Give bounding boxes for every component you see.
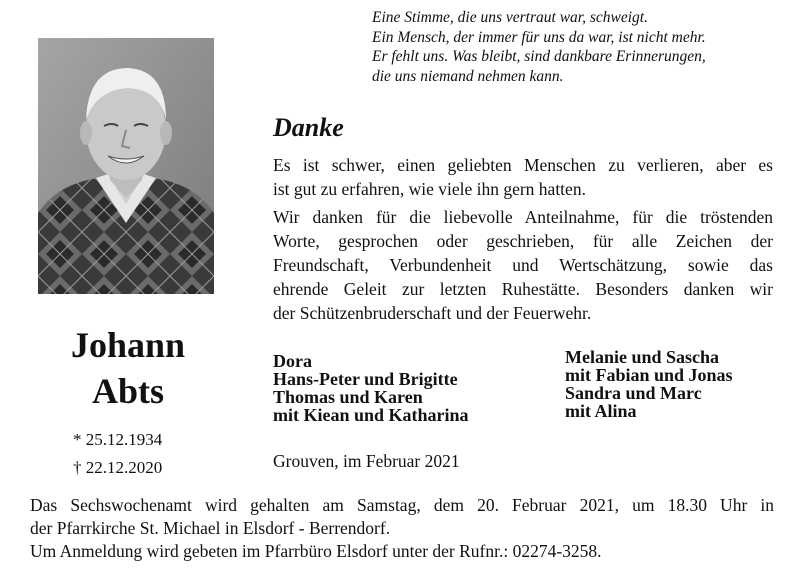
portrait-image: [38, 38, 214, 294]
deceased-last-name: Abts: [91, 371, 165, 411]
poem-line: Ein Mensch, der immer für uns da war, ist nicht mehr.: [372, 28, 706, 46]
family-list-left: [273, 352, 469, 424]
paragraph-line: Wir danken für die liebevolle Anteilnahme, für die tröstenden: [273, 207, 773, 227]
footer-line: Das Sechswochenamt wird gehalten am Samstag, dem 20. Februar 2021, um 18.30 Uhr in: [30, 495, 774, 515]
family-line: Hans-Peter und Brigitte: [273, 369, 458, 389]
death-date: † 22.12.2020: [73, 458, 163, 477]
paragraph-2: [273, 205, 773, 325]
family-line: mit Fabian und Jonas: [565, 365, 733, 385]
paragraph-1: [273, 153, 773, 201]
poem-line: Eine Stimme, die uns vertraut war, schweigt.: [372, 9, 648, 26]
family-list-right: [565, 348, 733, 420]
footer-line: der Pfarrkirche St. Michael in Elsdorf - Berrendorf.: [30, 518, 391, 538]
place-date: Grouven, im Februar 2021: [273, 451, 460, 471]
family-line: mit Alina: [565, 401, 637, 421]
heading-danke: Danke: [273, 113, 344, 142]
family-line: Thomas und Karen: [273, 387, 423, 407]
poem: [372, 8, 792, 86]
paragraph-line: der Schützenbruderschaft und der Feuerwehr.: [273, 303, 592, 323]
poem-line: Er fehlt uns. Was bleibt, sind dankbare Erinnerungen,: [372, 48, 706, 65]
deceased-first-name: Johann: [70, 325, 186, 365]
service-info: [30, 494, 774, 563]
family-line: Melanie und Sascha: [565, 347, 720, 367]
poem-line: die uns niemand nehmen kann.: [372, 67, 564, 85]
family-line: mit Kiean und Katharina: [273, 405, 469, 425]
paragraph-line: Freundschaft, Verbundenheit und Wertschätzung, sowie das: [273, 255, 773, 275]
paragraph-line: Es ist schwer, einen geliebten Menschen zu verlieren, aber es: [273, 155, 773, 175]
paragraph-line: ist gut zu erfahren, wie viele ihn gern hatten.: [273, 179, 586, 199]
paragraph-line: ehrende Geleit zur letzten Ruhestätte. Besonders danken wir: [273, 279, 773, 299]
portrait-photo: [38, 38, 214, 294]
birth-date: * 25.12.1934: [73, 430, 163, 449]
family-line: Sandra und Marc: [565, 383, 702, 403]
paragraph-line: Worte, gesprochen oder geschrieben, für alle Zeichen der: [273, 231, 773, 251]
family-line: Dora: [273, 351, 312, 371]
footer-line: Um Anmeldung wird gebeten im Pfarrbüro Elsdorf unter der Rufnr.: 02274-3258.: [30, 541, 602, 561]
